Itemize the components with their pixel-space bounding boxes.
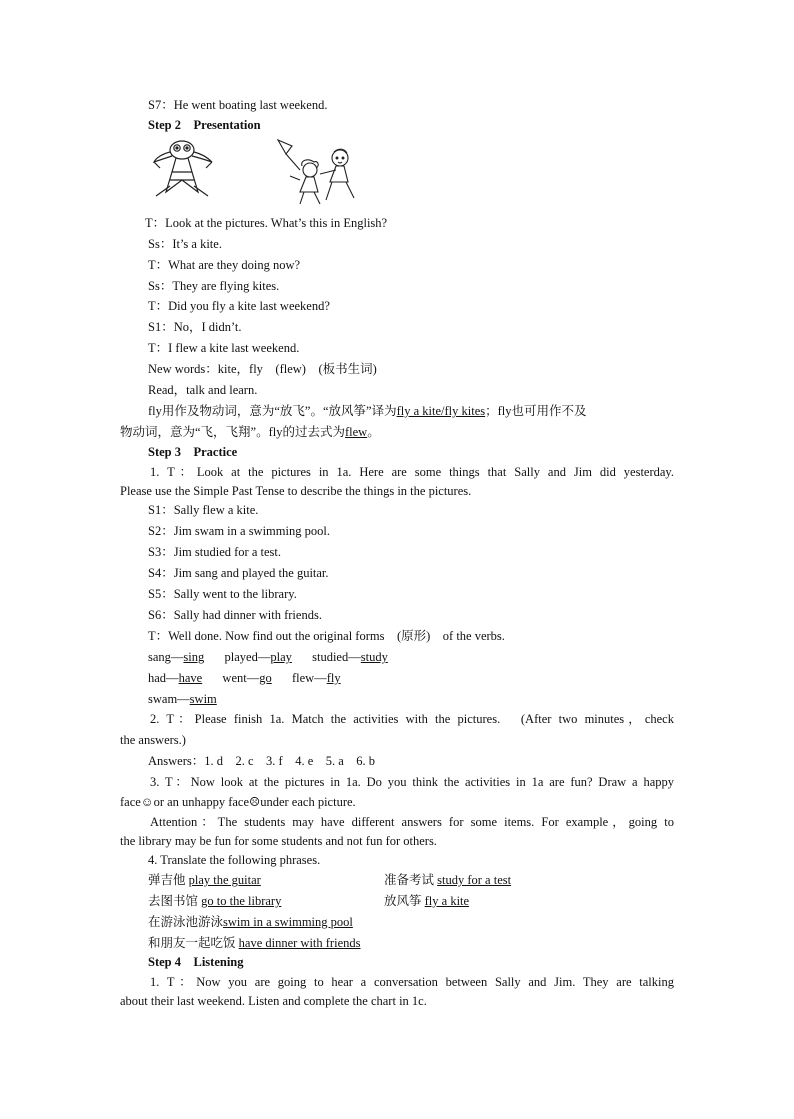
- paragraph-line: about their last weekend. Listen and complete the chart in 1c.: [120, 994, 427, 1008]
- phrase-cn: 放风筝: [384, 894, 422, 908]
- dialogue-line: S3：Jim studied for a test.: [148, 545, 281, 559]
- dialogue-line: Ss：It’s a kite.: [148, 237, 222, 251]
- step-heading: Step 2 Presentation: [148, 118, 261, 132]
- note-text: 。: [367, 425, 380, 439]
- phrase-en: play the guitar: [188, 873, 261, 887]
- instruction: 4. Translate the following phrases.: [148, 853, 321, 867]
- dialogue-line: T：What are they doing now?: [148, 258, 301, 272]
- verb-base: play: [270, 650, 292, 664]
- verb-past: went—: [222, 671, 260, 685]
- phrase-cn: 去图书馆: [148, 894, 199, 908]
- phrase-row: [384, 892, 794, 910]
- verb-past: swam—: [148, 692, 190, 706]
- phrase-row: [148, 934, 794, 952]
- dialogue-line: S7：He went boating last weekend.: [148, 98, 328, 112]
- instruction: Read，talk and learn.: [148, 383, 258, 397]
- dialogue-line: S6：Sally had dinner with friends.: [148, 608, 322, 622]
- note-text: 物动词，意为“飞，飞翔”。fly的过去式为: [120, 425, 345, 439]
- verb-past: flew—: [291, 671, 327, 685]
- children-flying-kite-drawing: [278, 140, 354, 204]
- dialogue-line: T：I flew a kite last weekend.: [148, 341, 300, 355]
- phrase-cn: 弹吉他: [148, 873, 186, 887]
- verb-base: go: [259, 671, 272, 685]
- paragraph-line: Please use the Simple Past Tense to describe the things in the pictures.: [120, 484, 472, 498]
- paragraph-line: Attention：The students may have different answers for some items. For example，going to: [150, 815, 674, 829]
- kite-illustrations: [150, 136, 370, 208]
- verb-past: studied—: [312, 650, 361, 664]
- note-answer: fly a kite/fly kites: [396, 404, 486, 418]
- phrase-row: [384, 871, 794, 889]
- paragraph-line: face☺or an unhappy face☹under each picture.: [120, 795, 356, 809]
- dialogue-line: T：Well done. Now find out the original forms (原形) of the verbs.: [148, 629, 505, 643]
- verb-row: [148, 690, 794, 708]
- dialogue-line: S5：Sally went to the library.: [148, 587, 297, 601]
- verb-past: played—: [224, 650, 271, 664]
- paragraph-line: 3. T：Now look at the pictures in 1a. Do you think the activities in 1a are fun? Draw a happy: [150, 775, 674, 789]
- step-heading: Step 4 Listening: [148, 955, 244, 969]
- phrase-cn: 和朋友一起吃饭: [148, 936, 236, 950]
- dialogue-line: S1：No，I didn’t.: [148, 320, 242, 334]
- phrase-en: have dinner with friends: [238, 936, 361, 950]
- paragraph-line: 1. T：Now you are going to hear a conversation between Sally and Jim. They are talking: [150, 975, 674, 989]
- paragraph-line: 2. T：Please finish 1a. Match the activities with the pictures. (After two minutes，check: [150, 712, 674, 726]
- verb-row: [148, 669, 794, 687]
- dialogue-line: T：Look at the pictures. What’s this in English?: [145, 216, 388, 230]
- verb-base: study: [360, 650, 388, 664]
- verb-base: have: [178, 671, 203, 685]
- dialogue-line: S2：Jim swam in a swimming pool.: [148, 524, 330, 538]
- phrase-en: study for a test: [437, 873, 512, 887]
- new-words: New words：kite，fly (flew) (板书生词): [148, 362, 377, 376]
- step-heading: Step 3 Practice: [148, 445, 238, 459]
- fly-note-line-2: [120, 423, 794, 441]
- kite-drawing: [154, 141, 212, 196]
- note-text: ；fly也可用作不及: [485, 404, 587, 418]
- paragraph-line: 1. T：Look at the pictures in 1a. Here are some things that Sally and Jim did yesterday.: [150, 465, 674, 479]
- dialogue-line: Ss：They are flying kites.: [148, 279, 280, 293]
- paragraph-line: the library may be fun for some students and not fun for others.: [120, 834, 437, 848]
- note-answer: flew: [344, 425, 368, 439]
- dialogue-line: S4：Jim sang and played the guitar.: [148, 566, 329, 580]
- phrase-row: [148, 913, 794, 931]
- answers: Answers：1. d 2. c 3. f 4. e 5. a 6. b: [148, 754, 376, 768]
- phrase-en: fly a kite: [424, 894, 470, 908]
- paragraph-line: the answers.): [120, 733, 186, 747]
- fly-note-line-1: [148, 402, 794, 420]
- verb-past: sang—: [148, 650, 184, 664]
- verb-base: swim: [189, 692, 217, 706]
- phrase-cn: 准备考试: [384, 873, 435, 887]
- verb-row: [148, 648, 794, 666]
- dialogue-line: S1：Sally flew a kite.: [148, 503, 259, 517]
- note-text: fly用作及物动词，意为“放飞”。“放风筝”译为: [148, 404, 397, 418]
- verb-base: sing: [183, 650, 205, 664]
- dialogue-line: T：Did you fly a kite last weekend?: [148, 299, 330, 313]
- verb-base: fly: [326, 671, 341, 685]
- phrase-cn: 在游泳池游泳: [148, 915, 224, 929]
- phrase-en: go to the library: [201, 894, 282, 908]
- phrase-en: swim in a swimming pool: [223, 915, 353, 929]
- verb-past: had—: [148, 671, 179, 685]
